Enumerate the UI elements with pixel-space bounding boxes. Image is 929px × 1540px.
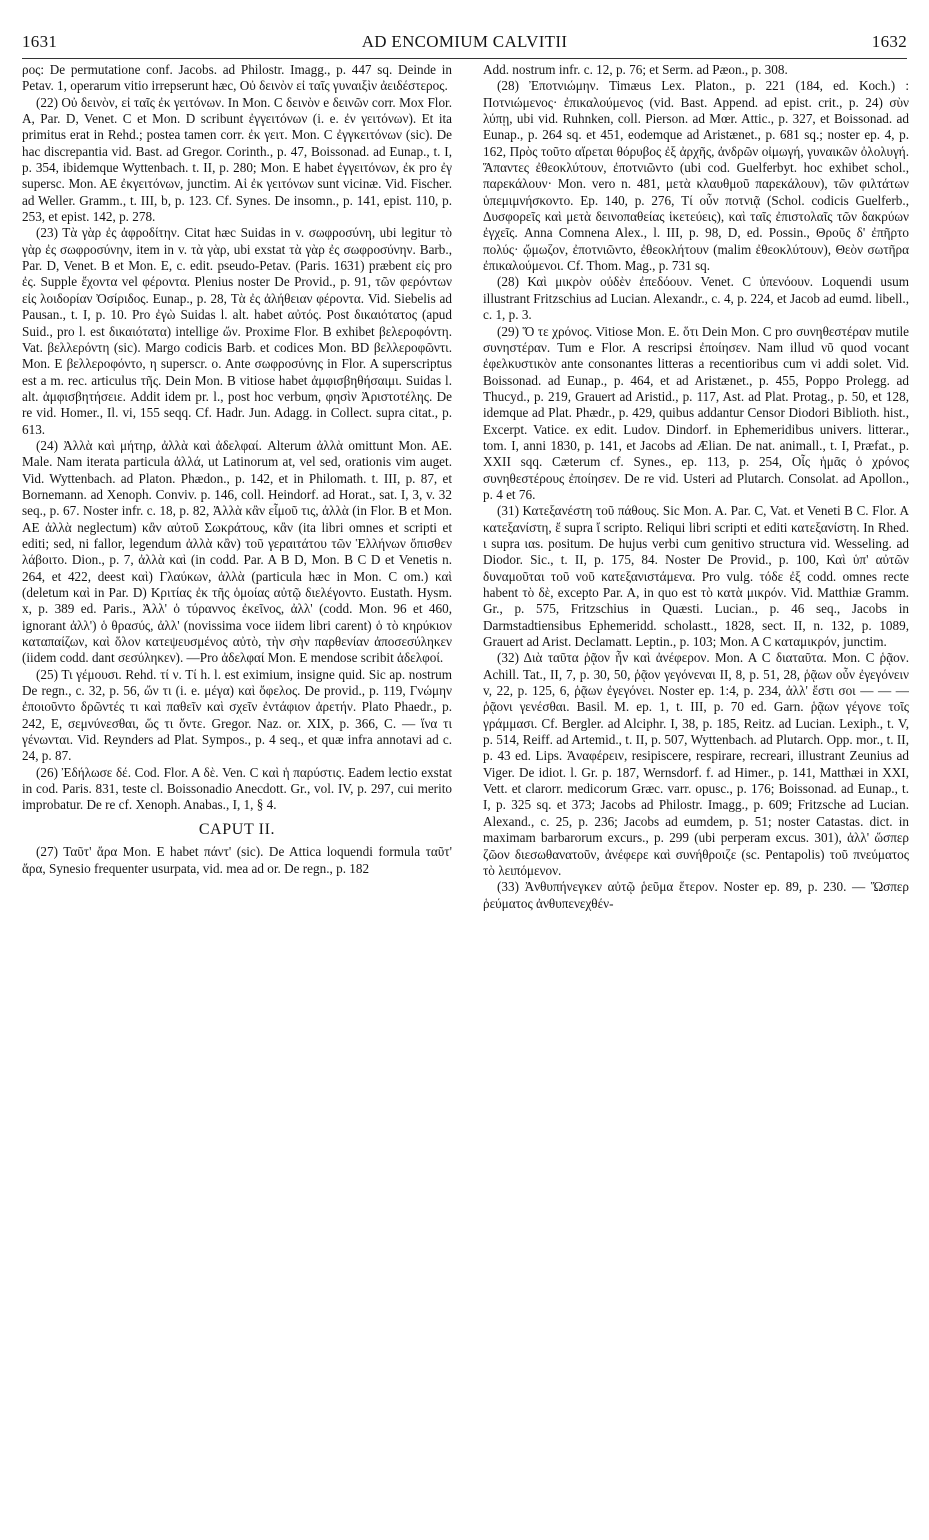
footnote-paragraph: (29) Ὅ τε χρόνος. Vitiose Mon. E. ὅτι Dein Mon. C pro συνηθεστέραν mutile συνηστέραν. Tum e Flor. A rescripsi ἐποίησεν. Nam illud νῦ quod vocant ἐφελκυστικὸν ante consonantes litteras a recentioribus cum vi addi solet. Vid. Boissonad. ad Eunap., p. 464, et ad Aristænet., p. 455, Poppo Prolegg. ad Thucyd., p. 219, Grauert ad Aristid., p. 117, Ast. ad Plat. Protag., p. 50, et 128, idemque ad Plat. Phædr., p. 429, quibus addantur Censor Diodori Biblioth. hist., Excerpt. Vatice. ex edit. Ludov. Dindorf. in Ephemeridibus univers. litterar., tom. I, anni 1830, p. 141, et Jacobs ad Ælian. De nat. animall., t. I, Præfat., p. XXII sqq. Cæterum cf. Synes., ep. 113, p. 254, Οἷς ἡμᾶς ὁ χρόνος συνηθεστέρους ἐποίησεν. De re vid. Usteri ad Plutarch. Consolat. ad Apollon., p. 4 et 76. [483,323,909,502]
footnote-paragraph: (28) Ἐποτνιώμην. Timæus Lex. Platon., p. 221 (184, ed. Koch.) : Ποτνιώμενος· ἐπικαλούμενος (vid. Bast. Append. ad epist. crit., p. 24) σὺν λύπῃ, ubi vid. Ruhnken, coll. Pierson. ad Mœr. Attic., p. 327, et Boissonad. ad Eunap., p. 264 sq. et 451, eodemque ad Aristænet., p. 681 sq.; noster ep. 4, p. 162, Πρὸς τοῦτο αἴρεται θόρυβος ἐξ ἀρχῆς, ἀνδρῶν οἰμωγή, γυναικῶν ὀλολυγή. Ἅπαντες ἐθεοκλύτουν, ἐποτνιῶντο (ubi cod. Guelferbyt. hoc exhibet schol., παρεκάλουν· Mon. vero n. 481, μετὰ κλαυθμοῦ παρεκάλουν), τῶν φιλτάτων ὑπεμιμνήσκοντο. Ep. 140, p. 276, Τί οὖν ποτνιᾷ (Schol. codicis Guelferb., Δυσφορεῖς καὶ μετὰ δεινοπαθείας ἱκετεύεις), καὶ ταῖς ἐπιστολαῖς τῶν δακρύων ἐγχεῖς. Anna Comnena Alex., l. III, p. 98, D, ed. Possin., Θροῦς δ' ἐπῆρτο πολύς· ᾤμωζον, ἐποτνιῶντο, ἐθεοκλήτουν (malim ἐθεοκλύτουν), Θεὸν σωτῆρα ἐπικαλούμενοι. Cf. Thom. Mag., p. 731 sq. [483,78,909,274]
right-column [483,62,909,1528]
page-number-right: 1632 [871,32,907,51]
footnote-paragraph: ρος: De permutatione conf. Jacobs. ad Philostr. Imagg., p. 447 sq. Deinde in Petav. 1, operarum vitio irrepserunt hæc, Οὐ δεινὸν εἰ ταῖς γυναιξὶν ἀειδέστερος. [22,62,452,94]
footnote-paragraph: (28) Καὶ μικρὸν οὐδὲν ἐπεδόουν. Venet. C ὑπενόουν. Loquendi usum illustrant Fritzschius ad Lucian. Alexandr., c. 4, p. 224, et Jacob ad eumd. libell., c. 1, p. 3. [483,274,909,323]
running-title: AD ENCOMIUM CALVITII [361,32,568,51]
header-rule [22,58,907,59]
footnote-paragraph: Add. nostrum infr. c. 12, p. 76; et Serm. ad Pæon., p. 308. [483,62,788,77]
left-column [22,62,452,1528]
footnote-paragraph: (23) Τὰ γὰρ ἐς ἀφροδίτην. Citat hæc Suidas in v. σωφροσύνη, ubi legitur τὸ γὰρ ἐς σωφροσύνην, item in v. τὰ γὰρ, ubi exstat τὰ γὰρ ἐς σωφροσύνην. Barb., Par. D, Venet. B et Mon. E, c. edit. pseudo-Petav. (Paris. 1631) præbent εἰς pro ἐς. Supple ἔχοντα vel φέροντα. Plenius noster De Provid., p. 91, τῶν φερόντων εἰς λοιδορίαν Ὀσίριδος. Eunap., p. 28, Τὰ ἐς ἀλήθειαν φέροντα. Vid. Siebelis ad Pausan., t. I, p. 10. Pro ἐγὼ Suidas l. alt. habet αὐτός. Post δικαιότατος (apud Suid., pro l. est δικαιότατα) intellige ὤν. Proxime Flor. B exhibet βελεροφόντη. Vat. βελλερόντη (sic). Margo codicis Barb. et codices Mon. BD βελλεροφῶντι. Mon. E βελλεροφόντο, η superscr. o. Ante σωφροσύνης in Flor. A superscriptus est a m. rec. articulus τῆς. Dein Mon. B vitiose habet ἀμφισβηθήσαιμι. Suidas l. alt. ἀμφισβητήσειε. Addit idem pr. l., post hoc verbum, φησὶν Ἀριστοτέλης. De re vid. Homer., Il. vi, 155 seqq. Cf. Hadr. Jun. Adagg. in Collect. supra citat., p. 613. [22,225,452,437]
footnote-paragraph: (31) Κατεξανέστη τοῦ πάθους. Sic Mon. A. Par. C, Vat. et Veneti B C. Flor. A κατεξανίστη, ἔ supra ἴ scripto. Reliqui libri scripti et editi κατεξανίστη. In Rhed. ι supra ιαs. positum. De hujus verbi cum genitivo structura vid. Wesseling. ad Diodor. Sic., t. II, p. 175, 84. Noster De Provid., p. 100, Καὶ ὑπ' αὐτῶν δυναμοῦται τοῦ νοῦ κατεξανιστάμενα. Pro vulg. τόδε ἐξ codd. omnes recte habent τὸ δὲ, excepto Par. A, in quo est τὸ κατὰ μικρόν. Vid. Matthiæ Gramm. Gr., p. 575, Fritzschius in Quæsti. Lucian., p. 46 seq., Jacobs in Darmstadtiensibus Ephemeridd. scholastt., 1828, sect. II, n. 132, p. 1089, Grauert ad Arist. Declamatt. Leptin., p. 103; Mon. A C καταμικρόν, junctim. [483,503,909,650]
footnote-paragraph: (22) Οὐ δεινὸν, εἰ ταῖς ἐκ γειτόνων. In Mon. C δεινὸν e δεινῶν corr. Mox Flor. A, Par. D, Venet. C et Mon. D scribunt ἐγγειτόνων (i. e. ἐν γειτόνων). Et ita primitus erat in Rehd.; postea tamen corr. ἐκ γειτ. Mon. C ἐγγκειτόνων (sic). De hac discrepantia vid. Bast. ad Gregor. Corinth., p. 47, Boissonad. ad Eunap., t. I, p. 354, ibidemque Wyttenbach. t. II, p. 280; Mon. E habet ἐγγειτόνων, ἐκ pro ἐγ supersc. Mon. AE ἐκγειτόνων, junctim. Αἱ ἐκ γειτόνων sunt vicinæ. Vid. Fischer. ad Weller. Gramm., t. III, b, p. 123. Cf. Synes. De insomn., p. 141, epist. 110, p. 253, et epist. 142, p. 278. [22,94,452,225]
footnote-paragraph: (25) Τι γέμουσι. Rehd. τί ν. Τί h. l. est eximium, insigne quid. Sic ap. nostrum De regn., c. 32, p. 56, ὤν τι (i. e. μέγα) καὶ ὄφελος. De provid., p. 119, Γνώμην ἐποιοῦντο δρῶντές τι καὶ παθεῖν καὶ σχεῖν ἐντάφιον ἀρετήν. Plato Phaedr., p. 242, E, σεμνύνεσθαι, ὥς τι ὄντε. Gregor. Naz. or. XIX, p. 366, C. — ἵνα τι γένωνται. Vid. Reynders ad Plat. Sympos., p. 4 seq., et quæ infra annotavi ad c. 24, p. 87. [22,666,452,764]
page-header [22,32,907,54]
footnote-paragraph: (26) Ἐδήλωσε δέ. Cod. Flor. A δὲ. Ven. C καὶ ἡ παρύστις. Eadem lectio exstat in cod. Paris. 831, teste cl. Boissonadio Anecdott. Gr., vol. IV, p. 297, cui merito improbatur. De re cf. Xenoph. Anabas., I, 1, § 4. [22,764,452,813]
footnote-paragraph: (33) Ἀνθυπήνεγκεν αὐτῷ ῥεῦμα ἕτερον. Noster ep. 89, p. 230. — Ὥσπερ ῥεύματος ἀνθυπενεχθέν- [483,879,909,911]
footnote-paragraph: (32) Διὰ ταῦτα ῥᾷον ἦν καὶ ἀνέφερον. Mon. A C διαταῦτα. Mon. C ῥᾷον. Achill. Tat., II, 7, p. 30, 50, ῥᾷον γεγόνεναι II, 8, p. 51, 28, ῥᾷων οὖν ἐγεγόνειν v, 22, p. 125, 6, ῥᾷων ἐγεγόνει. Noster ep. 1:4, p. 234, ἀλλ' ἔστι σοι — — — ῥᾷονι γενέσθαι. Basil. M. ep. 1, t. III, p. 70 ed. Garn. ῥᾷων γέγονε τοῖς γράμμασι. Cf. Bergler. ad Alciphr. I, 38, p. 185, Reitz. ad Lucian. Lexiph., t. V, p. 514, Reiff. ad Artemid., t. II, p. 507, Wyttenbach. ad Plutarch. Opp. mor., t. II, p. 43 ed. Lips. Ἀναφέρειν, resipiscere, respirare, recreari, illustrant Zeunius ad Viger. De idiot. l. Gr. p. 187, Wernsdorf. f. ad Himer., p. 141, Matthæi in XXI, Vett. et clarorr. medicorum Græc. varr. opusc., p. 176; Boissonad. ad Eunap., t. I, p. 325 sq. et 373; Jacobs ad Philostr. Imagg., p. 609; Fritzsche ad Lucian. Alexand., c. 25, p. 236; Jacobs ad eumdem, p. 51; noster Catastas. dict. in maximam barbarorum excurs., p. 299 (ubi perperam excus. 301), ἀλλ' ὥσπερ ζῶον διεσωθανατοῦν, ἀνέφερε καὶ συνήθροιζε (sc. Pentapolis) τοῦ πνεύματος τὸ λειπόμενον. [483,650,909,878]
page-number-left: 1631 [22,32,58,51]
footnote-paragraph: (27) Ταῦτ' ἄρα Mon. E habet πάντ' (sic). De Attica loquendi formula ταῦτ' ἄρα, Synesio frequenter usurpata, vid. mea ad or. De regn., p. 182 [22,844,452,876]
chapter-heading: CAPUT II. [198,820,276,838]
footnote-paragraph: (24) Ἀλλὰ καὶ μήτηρ, ἀλλὰ καὶ ἀδελφαί. Alterum ἀλλὰ omittunt Mon. AE. Male. Nam iterata particula ἀλλά, ut Latinorum at, vel sed, orationis vim auget. Vid. Wyttenbach. ad Platon. Phædon., p. 142, et in Philomath. t. III, p. 87, et Bornemann. ad Xenoph. Conviv. p. 146, coll. Heindorf. ad Horat., sat. I, 3, v. 32 seq., p. 67. Noster infr. c. 18, p. 82, Ἀλλὰ κἂν εἷμοῦ τις, ἀλλὰ (in Flor. B et Mon. AE ἀλλὰ neglectum) κἂν αὐτοῦ Σωκράτους, κἂν (ita libri omnes et scripti et editi; sed, ni fallor, legendum ἀλλὰ κἂν) τοῦ γεραιτάτου τῶν Ἑλλήνων ὄπισθεν λάβοιτο. Dion., p. 7, ἀλλὰ καὶ (in codd. Par. A B D, Mon. B C D et Venetis n. 264, et 422, deest καὶ) Γλαύκων, ἀλλὰ (particula hæc in Mon. C om.) καὶ (deletum καὶ in Par. D) Κριτίας ἐκ τῆς ὁμοίας αὐτῷ διελέγοντο. Eustath. Hysm. x, p. 389 ed. Paris., Ἀλλ' ὁ τύραννος ἐκεῖνος, ἀλλ' (codd. Mon. 96 et 460, ignorant ἀλλ') ὁ θρασύς, ἀλλ' (novissima voce iidem libri carent) ὁ τὸ κηρύκιον καταπαίζων, καὶ ὅλον κατεψευσμένος αὐτὸ, τὴν σὴν παρθενίαν ἀποσεσύληκεν (iidem codd. dant σεσύληκεν). —Pro ἀδελφαί Mon. E mendose scribit ἀδελφοί. [22,437,452,666]
